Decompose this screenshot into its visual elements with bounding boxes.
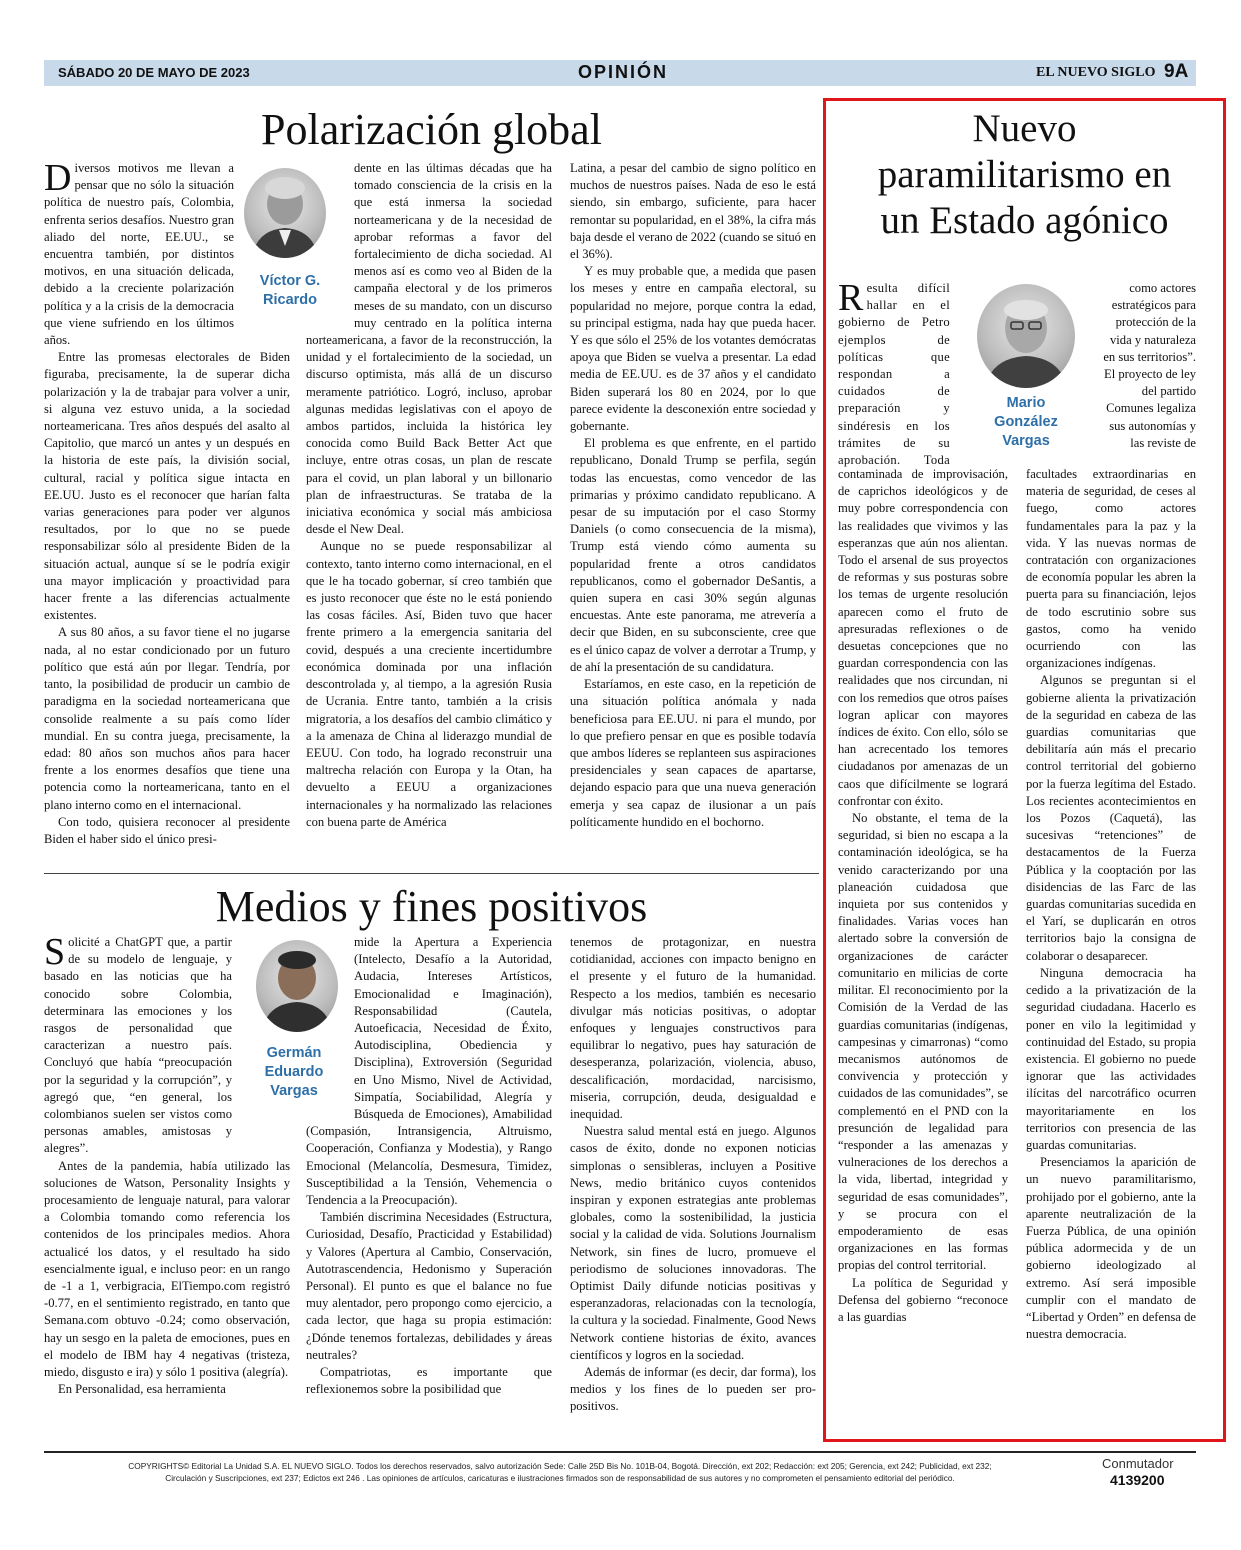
copyright-line: COPYRIGHTS© Editorial La Unidad S.A. EL NUEVO SIGLO. Todos los derechos reservados, salvo autorización Sede: Calle 25D Bis No. 101B-04, Bogotá. Dirección, ext 202; Redacción: ext 205; Gerencia, ext 242; Publicidad, ext 232; [128, 1461, 992, 1471]
paragraph: Aunque no se puede responsabilizar al contexto, tanto interno como internacional, en el que le ha tocado gobernar, sí creo también que es justo reconocer que éste no le está poniendo las cosas fáciles. Así, Biden tuvo que hacer frente primero a la emergencia sanitaria del covid, después a una creciente incertidumbre económica dominada por una inflación descontrolada y, al tiempo, a la agresión Rusia de Ucrania. Entre tanto, también a la crisis migratoria, a los desafíos del cambio climático y a la amenaza de China al liderazgo mundial de EEUU. Con todo, ha logrado reconstruir una maltrecha relación con Europa y la Otan, ha devuelto a EEUU a organizaciones internacionales y ha normalizado las relaciones con buena parte de América [306, 539, 552, 829]
photo-spacer [234, 160, 290, 348]
paragraph: Presenciamos la aparición de un nuevo paramilitarismo, prohijado por el gobierno, ante la aparente neutralización de la Fuerza Pública, de una opinión pública adormecida y de un gobierno ideologizado al extremo. Así será imposible cumplir con el mandato de “Libertad y Orden” en defensa de nuestra democracia. [1026, 1155, 1196, 1342]
photo-spacer [306, 934, 354, 1118]
title-line: Nuevo [972, 107, 1077, 150]
article-polarizacion-col3 [570, 160, 816, 866]
article-medios-title: Medios y fines positivos [215, 882, 648, 931]
paragraph: La política de Seguridad y Defensa del gobierno “reconoce a las guardias [838, 1275, 1008, 1324]
switchboard-number: 4139200 [1110, 1472, 1165, 1488]
author-last-name: Ricardo [263, 292, 317, 308]
author-last-name: Vargas [270, 1083, 318, 1099]
author-photo-mario-gonzalez [977, 284, 1075, 388]
page-number: 9A [1164, 61, 1189, 82]
article-medios-col3 [570, 934, 816, 1434]
paragraph-text: olicité a ChatGPT que, a partir de su modelo de lenguaje, y basado en las noticias que ha conocido sobre Colombia, determinara las emociones y los rasgos de personalidad que caracterizan a nuestro país. Concluyó que había “preocupación por la seguridad y la corrupción”, y agregó que, “en general, los colombianos suelen ser vistos como personas amables, amistosas y alegres”. [44, 935, 232, 1156]
paragraph: Ninguna democracia ha cedido a la privatización de la seguridad ciudadana. Hacerlo es poner en vilo la legitimidad y continuidad del Estado, su propia existencia. El gobierno no puede ignorar que las actividades ilícitas del narcotráfico ocurren mayoritariamente en los territorios con presencia de las guardas comunitarias. [1026, 965, 1196, 1152]
paragraph: El problema es que enfrente, en el partido republicano, Donald Trump se perfila, según todas las encuestas, como vencedor de las primarias y próximo candidato republicano. A pesar de su imputación por el caso Stormy Daniels (o como consecuencia de la misma), Trump está viendo cómo aumenta su popularidad frente a otros candidatos republicanos, como el gobernador DeSantis, a quien supera en casi 30% según algunas encuestas. Ante este panorama, me atrevería a decir que Biden, en su subconsciente, cree que es el único capaz de volver a derrotar a Trump, y de ahí la presentación de su candidatura. [570, 436, 816, 674]
author-middle-name: Eduardo [264, 1064, 324, 1080]
author-name-mario-gonzalez [976, 394, 1076, 451]
article-polarizacion-title: Polarización global [261, 105, 602, 154]
paragraph: Además de informar (es decir, dar forma), los medios y los fines de lo pueden ser pro-positivos. [570, 1365, 816, 1414]
paragraph: Nuestra salud mental está en juego. Algunos casos de éxito, donde no exponen noticias simplonas o sensibleras, incluyen a Positive News, medio británico cuyos contenidos inspiran y exponen estrategias ante problemas globales, como la sostenibilidad, la justicia social y la calidad de vida. Solutions Journalism Network, sin fines de lucro, promueve el periodismo de soluciones innovadoras. The Optimist Daily difunde noticias positivas y esperanzadoras, relacionadas con la tecnología, la cultura y la sociedad. Finalmente, Good News Network contiene historias de éxito, avances científicos y logros en la sociedad. [570, 1124, 816, 1362]
paragraph: facultades extraordinarias en materia de seguridad, de ceses al fuego, como actores fundamentales para la paz y la vida. Y las nuevas normas de contratación con organizaciones de economía popular les abren la puerta para su financiación, lejos de todo escrutinio sobre sus gastos, como ha venido ocurriendo con las organizaciones indígenas. [1026, 467, 1196, 671]
copyright-notice [60, 1460, 1060, 1484]
paragraph-text: iversos motivos me llevan a pensar que no sólo la situación política de nuestro país, Colombia, enfrenta serios desafíos. Nuestro gran aliado del norte, EE.UU., se encuentra también, por distintos motivos, en una situación delicada, debido a la creciente polarización política y a la crisis de la democracia que viene sufriendo en los últimos años. [44, 161, 234, 348]
paragraph-text: esulta difícil hallar en el gobierno de Petro ejemplos de políticas que respondan a cuidados de preparación y sindéresis en los trámites de su aprobación. Toda [838, 281, 950, 468]
paragraph: No obstante, el tema de la seguridad, si bien no escapa a la contaminación ideológica, se ha venido caracterizando por una planeación cuidadosa que inquieta por sus contenidos y finalidades. Varias voces han alertado sobre la conversión de organizaciones de carácter comunitario en milicias de corte militar. El reconocimiento por la Comisión de la Verdad de las guardias comunitarias (indígenas, campesinas y cimarronas) “como mecanismos autónomos de convivencia y protección y cuidados de las comunidades”, se complementó en el PND con la presunción de legalidad para “responder a las amenazas y vulneraciones de los derechos a la vida, libertad, integridad y seguridad de esas comunidades”, y se procura con el empoderamiento de esas organizaciones en las formas propias del control territorial. [838, 811, 1008, 1273]
paragraph: También discrimina Necesidades (Estructura, Curiosidad, Desafío, Practicidad y Estabilidad) y Valores (Apertura al Cambio, Conservación, Autotrascendencia, Hedonismo y Superación Personal). El punto es que el balance no fue muy alentador, pero propongo como ejercicio, a cada lector, que haga su propia estimación: ¿Dónde tenemos fortalezas, debilidades y áreas neutrales? [306, 1210, 552, 1362]
paragraph: contaminada de improvisación, de caprichos ideológicos y de muy pobre correspondencia con las realidades que vivimos y las esperanzas que aún nos alientan. Todo el arsenal de sus proyectos de reformas y sus posturas sobre los temas de urgente resolución aparecen como el fruto de apresuradas reflexiones o de desuetas concepciones que no guardan correspondencia con las realidades que nos circundan, ni con los remedios que otros países logran aplicar con mayores índices de éxito. Con ello, sólo se han acrecentado los temores ciudadanos por amenazas de un caos que difícilmente se logrará confrontar con éxito. [838, 467, 1008, 808]
switchboard-label: Conmutador [1102, 1456, 1174, 1471]
author-middle-name: González [994, 414, 1058, 430]
page-header [44, 60, 1196, 86]
dropcap: R [838, 280, 864, 319]
article-paramilitarismo-col1-intro [838, 280, 950, 468]
article-polarizacion-col1 [44, 160, 290, 866]
section-title: OPINIÓN [578, 62, 669, 82]
copyright-line: Circulación y Suscripciones, ext 237; Edictos ext 246 . Las opiniones de artículos, caricaturas e ilustraciones firmados son de responsabilidad de sus autores y no comprometen el pensamiento editorial del periódico. [165, 1473, 955, 1483]
dropcap: S [44, 934, 66, 973]
paragraph: Entre las promesas electorales de Biden figuraba, precisamente, la de superar dicha polarización y la de trabajar para volver a unir, si alguna vez estuvo unida, a la sociedad norteamericana. Tres años después del asalto al Capitolio, que marcó un antes y un después en la historia de este país, la división social, cultural, racial y política sigue intacta en EE.UU. Justo es el reconocer que harían falta varias generaciones para poder ver algunos resultados, por lo que no se puede responsabilizar sólo al presidente Biden de la situación actual, aunque sí se le podría exigir una mayor implicación y proactividad para hacer frente a las diferencias actualmente existentes. [44, 350, 290, 623]
paragraph: Y es muy probable que, a medida que pasen los meses y entre en campaña electoral, su popularidad no mejore, porque contra la edad, su principal estigma, nada hay que pueda hacer. Y es que sólo el 25% de los votantes demócratas apoya que Biden se vuelva a presentar. La edad media de EE.UU. es de 37 años y el candidato Biden superará los 80 en 2024, por lo que parece evidente la desconexión entre sociedad y gobernante. [570, 264, 816, 434]
paragraph: Antes de la pandemia, había utilizado las soluciones de Watson, Personality Insights y procesamiento de lenguaje natural, para valorar a Colombia tomando como referencia los contenidos de los principales medios. Ahora actualicé los datos, y el resultado ha sido esencialmente igual, e incluso peor: en un rango de -1 a 1, verbigracia, ElTiempo.com registró -0.77, en el sentimiento registrado, en tanto que Semana.com obtuvo -0.24; como observación, hay un sesgo en la paleta de emociones, pues en el modelo de IBM hay 4 negativas (tristeza, miedo, disgusto e ira) y sólo 1 positiva (alegría). [44, 1158, 290, 1380]
paragraph [838, 280, 950, 468]
paragraph: Algunos se preguntan si el gobierne alienta la privatización de la seguridad en cabeza de las guardias comunitarias que debilitaría aún más el precario control territorial del gobierno por la fuerza legítima del Estado. Los recientes acontecimientos en los Pozos (Caquetá), las sucesivas “retenciones” de destacamentos de la Fuerza Pública y la cooptación por las disidencias de las Farc de las guardas comunitarias sucedida en el Yarí, se duplicarán en otros territorios bajo la consigna de colaborar o desaparecer. [1026, 673, 1196, 963]
article-medios-col2 [306, 934, 552, 1434]
paragraph: Latina, a pesar del cambio de signo político en muchos de nuestros países. Nada de eso le está siendo, sin embargo, suficiente, para hacer remontar su popularidad, en el 38%, la cifra más baja desde el verano de 2022 (cuando se situó en el 36%). [570, 161, 816, 262]
article-paramilitarismo-title [826, 106, 1223, 244]
article-paramilitarismo-col2 [1026, 466, 1196, 1432]
paragraph: como actores estratégicos para protección de la vida y naturaleza en sus territorios”. El proyecto de ley del partido Comunes legaliza sus autonomías y las reviste de [1103, 281, 1196, 450]
paragraph: tenemos de protagonizar, en nuestra cotidianidad, acciones con impacto benigno en el presente y el futuro de la humanidad. Respecto a los medios, también es necesario divulgar más noticias positivas, o adoptar enfoques y lenguajes constructivos para equilibrar lo negativo, pues hay saturación de desesperanza, polarización, violencia, abuso, descalificación, mordacidad, narcisismo, miseria, corrupción, deuda, desigualdad e inequidad. [570, 935, 816, 1122]
article-paramilitarismo-col1 [838, 466, 1008, 1432]
author-first-name: Víctor G. [259, 273, 321, 289]
title-line: un Estado agónico [880, 199, 1169, 242]
article-paramilitarismo-col2-intro [1098, 280, 1196, 468]
paragraph: Estaríamos, en este caso, en la repetición de una situación política anómala y nada beneficiosa para EE.UU. ni para el mundo, por lo que prefiero pensar en que es posible todavía que ambos líderes se replanteen sus aspiraciones presidenciales y sean capaces de apartarse, dejando espacio para que una nueva generación emerja y sea capaz de ilusionar a un país políticamente hundido en el bochorno. [570, 677, 816, 829]
dropcap: D [44, 160, 72, 199]
author-first-name: Germán [266, 1045, 322, 1061]
portrait-icon [977, 284, 1075, 388]
paragraph: A sus 80 años, a su favor tiene el no jugarse nada, al no estar condicionado por un futuro político que está aún por llegar. Tendría, por tanto, la posibilidad de producir un cambio de paradigma en la sociedad norteamericana que consolide realmente a su país como líder mundial. En su contra juega, precisamente, la edad: 80 años son muchos años para hacer frente a los enormes desafíos que tiene una potencia como la norteamericana, tanto en el plano interno como en el internacional. [44, 625, 290, 812]
paragraph: Compatriotas, es importante que reflexionemos sobre la posibilidad que [306, 1365, 552, 1397]
author-last-name: Vargas [1002, 433, 1050, 449]
article-medios-col1 [44, 934, 290, 1434]
article-polarizacion-col2 [306, 160, 552, 866]
newspaper-name: EL NUEVO SIGLO [1036, 65, 1156, 80]
issue-date: SÁBADO 20 DE MAYO DE 2023 [58, 65, 250, 80]
paragraph: dente en las últimas décadas que ha tomado consciencia de la crisis en la que está inmersa la sociedad norteamericana y de la necesidad de aprobar reformas a favor del fortalecimiento de dicha sociedad. Al menos así es como veo al Biden de la campaña electoral y de los primeros meses de su mandato, con un discurso muy centrado en la política interna norteamericana, a favor de la reconstrucción, la unidad y el fortalecimiento de la sociedad, un discurso optimista, más allá de un discurso meramente patriótico. Logró, incluso, aprobar algunas medidas legislativas con el apoyo de ambos partidos, incluida la histórica ley conocida como Build Back Better Act que incluye, entre otras cosas, un plan de rescate para el covid, un plan laboral y un billonario plan de infraestructuras. Se trataba de la iniciativa económica y social más ambiciosa desde el New Deal. [306, 161, 552, 537]
paragraph: Con todo, quisiera reconocer al presidente Biden el haber sido el único presi- [44, 814, 290, 846]
paragraph: En Personalidad, esa herramienta [58, 1382, 226, 1397]
section-divider [44, 873, 819, 874]
paragraph: mide la Apertura a Experiencia (Intelecto, Desafío a la Autoridad, Audacia, Intereses Artísticos, Emocionalidad e Imaginación), Responsabilidad (Cautela, Autoeficacia, Necesidad de Éxito, Autodisciplina, Obediencia y Disciplina), Extroversión (Seguridad en Uno Mismo, Nivel de Actividad, Simpatía, Sociabilidad, Alegría y Búsqueda de Emociones), Amabilidad (Compasión, Intransigencia, Altruismo, Cooperación, Confianza y Modestia), y Rango Emocional (Melancolía, Desmesura, Timidez, Susceptibilidad a la Tensión, Vehemencia o Tendencia a la Preocupación). [306, 935, 552, 1208]
footer-divider [44, 1451, 1196, 1453]
photo-spacer [232, 934, 290, 1124]
author-first-name: Mario [1006, 395, 1046, 411]
photo-spacer [306, 160, 354, 328]
title-line: paramilitarismo en [877, 153, 1172, 196]
